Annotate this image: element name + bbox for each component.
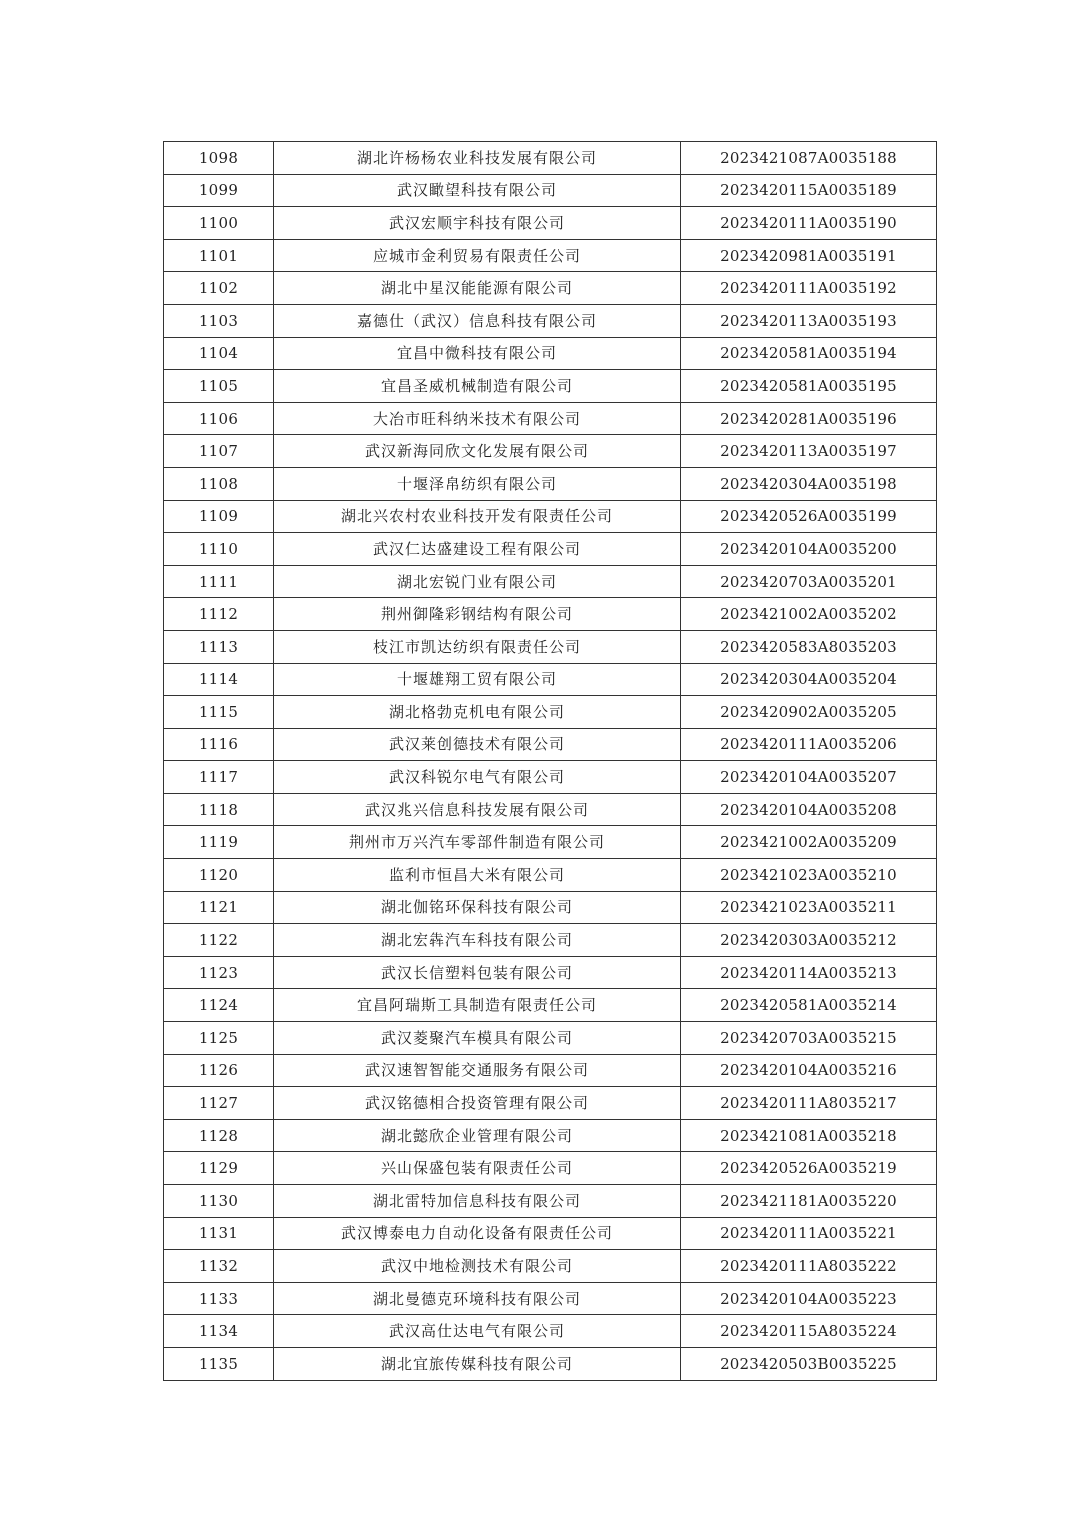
row-number: 1130: [164, 1185, 274, 1218]
table-row: [164, 728, 937, 761]
table-row: [164, 370, 937, 403]
table-row: [164, 761, 937, 794]
registration-code: 2023420104A0035207: [681, 761, 937, 794]
company-name: 十堰泽帛纺织有限公司: [274, 467, 681, 500]
row-number: 1104: [164, 337, 274, 370]
registration-code: 2023420115A8035224: [681, 1315, 937, 1348]
row-number: 1115: [164, 696, 274, 729]
company-name: 嘉德仕（武汉）信息科技有限公司: [274, 304, 681, 337]
table-row: [164, 142, 937, 175]
registration-code: 2023420303A0035212: [681, 924, 937, 957]
row-number: 1114: [164, 663, 274, 696]
table-row: [164, 272, 937, 305]
registration-code: 2023421002A0035202: [681, 598, 937, 631]
table-row: [164, 989, 937, 1022]
company-name: 武汉速智智能交通服务有限公司: [274, 1054, 681, 1087]
table-row: [164, 1250, 937, 1283]
registration-code: 2023420703A0035201: [681, 565, 937, 598]
company-name: 湖北宏犇汽车科技有限公司: [274, 924, 681, 957]
table-row: [164, 207, 937, 240]
company-registry-table: [163, 141, 937, 1381]
row-number: 1103: [164, 304, 274, 337]
registration-code: 2023420703A0035215: [681, 1022, 937, 1055]
registration-code: 2023420104A0035200: [681, 533, 937, 566]
company-name: 武汉科锐尔电气有限公司: [274, 761, 681, 794]
registration-code: 2023420111A8035217: [681, 1087, 937, 1120]
row-number: 1113: [164, 630, 274, 663]
registration-code: 2023420113A0035193: [681, 304, 937, 337]
row-number: 1122: [164, 924, 274, 957]
row-number: 1129: [164, 1152, 274, 1185]
registration-code: 2023420104A0035208: [681, 793, 937, 826]
row-number: 1120: [164, 859, 274, 892]
table-row: [164, 1217, 937, 1250]
registration-code: 2023421002A0035209: [681, 826, 937, 859]
row-number: 1116: [164, 728, 274, 761]
row-number: 1125: [164, 1022, 274, 1055]
registration-code: 2023420981A0035191: [681, 239, 937, 272]
company-name: 武汉莱创德技术有限公司: [274, 728, 681, 761]
company-name: 武汉中地检测技术有限公司: [274, 1250, 681, 1283]
row-number: 1110: [164, 533, 274, 566]
table-row: [164, 500, 937, 533]
registration-code: 2023420113A0035197: [681, 435, 937, 468]
company-name: 湖北宜旅传媒科技有限公司: [274, 1347, 681, 1380]
company-name: 荆州御隆彩钢结构有限公司: [274, 598, 681, 631]
company-name: 武汉兆兴信息科技发展有限公司: [274, 793, 681, 826]
company-name: 湖北宏锐门业有限公司: [274, 565, 681, 598]
registration-code: 2023421181A0035220: [681, 1185, 937, 1218]
row-number: 1134: [164, 1315, 274, 1348]
table-row: [164, 630, 937, 663]
registration-code: 2023420111A8035222: [681, 1250, 937, 1283]
table-row: [164, 337, 937, 370]
company-name: 武汉新海同欣文化发展有限公司: [274, 435, 681, 468]
company-name: 应城市金利贸易有限责任公司: [274, 239, 681, 272]
table-row: [164, 696, 937, 729]
company-name: 枝江市凯达纺织有限责任公司: [274, 630, 681, 663]
company-name: 荆州市万兴汽车零部件制造有限公司: [274, 826, 681, 859]
registration-code: 2023421081A0035218: [681, 1119, 937, 1152]
row-number: 1121: [164, 891, 274, 924]
company-name: 湖北格勃克机电有限公司: [274, 696, 681, 729]
row-number: 1101: [164, 239, 274, 272]
table-row: [164, 304, 937, 337]
registration-code: 2023420104A0035223: [681, 1282, 937, 1315]
table-row: [164, 239, 937, 272]
company-name: 宜昌圣威机械制造有限公司: [274, 370, 681, 403]
table-row: [164, 1152, 937, 1185]
company-name: 宜昌阿瑞斯工具制造有限责任公司: [274, 989, 681, 1022]
registration-code: 2023420526A0035199: [681, 500, 937, 533]
row-number: 1098: [164, 142, 274, 175]
row-number: 1123: [164, 956, 274, 989]
company-name: 湖北曼德克环境科技有限公司: [274, 1282, 681, 1315]
company-name: 监利市恒昌大米有限公司: [274, 859, 681, 892]
table-row: [164, 1315, 937, 1348]
registration-code: 2023420526A0035219: [681, 1152, 937, 1185]
row-number: 1111: [164, 565, 274, 598]
registration-code: 2023420304A0035198: [681, 467, 937, 500]
registration-code: 2023420111A0035192: [681, 272, 937, 305]
registration-code: 2023420114A0035213: [681, 956, 937, 989]
row-number: 1127: [164, 1087, 274, 1120]
company-name: 武汉博泰电力自动化设备有限责任公司: [274, 1217, 681, 1250]
company-name: 湖北伽铭环保科技有限公司: [274, 891, 681, 924]
table-row: [164, 663, 937, 696]
table-row: [164, 435, 937, 468]
table-row: [164, 1119, 937, 1152]
company-name: 宜昌中微科技有限公司: [274, 337, 681, 370]
row-number: 1099: [164, 174, 274, 207]
table-row: [164, 565, 937, 598]
registration-code: 2023420902A0035205: [681, 696, 937, 729]
row-number: 1100: [164, 207, 274, 240]
registration-code: 2023420304A0035204: [681, 663, 937, 696]
row-number: 1135: [164, 1347, 274, 1380]
row-number: 1131: [164, 1217, 274, 1250]
table-row: [164, 1347, 937, 1380]
registration-code: 2023420581A0035194: [681, 337, 937, 370]
registration-code: 2023420581A0035195: [681, 370, 937, 403]
registration-code: 2023420111A0035221: [681, 1217, 937, 1250]
company-name: 湖北雷特加信息科技有限公司: [274, 1185, 681, 1218]
row-number: 1132: [164, 1250, 274, 1283]
table-row: [164, 793, 937, 826]
table-row: [164, 467, 937, 500]
registration-code: 2023420583A8035203: [681, 630, 937, 663]
row-number: 1105: [164, 370, 274, 403]
row-number: 1117: [164, 761, 274, 794]
registration-code: 2023420111A0035190: [681, 207, 937, 240]
registration-code: 2023421023A0035211: [681, 891, 937, 924]
row-number: 1106: [164, 402, 274, 435]
registration-code: 2023420104A0035216: [681, 1054, 937, 1087]
company-name: 十堰雄翔工贸有限公司: [274, 663, 681, 696]
company-name: 武汉菱聚汽车模具有限公司: [274, 1022, 681, 1055]
table-row: [164, 598, 937, 631]
registration-code: 2023421023A0035210: [681, 859, 937, 892]
registration-code: 2023420115A0035189: [681, 174, 937, 207]
registration-code: 2023420111A0035206: [681, 728, 937, 761]
row-number: 1124: [164, 989, 274, 1022]
row-number: 1102: [164, 272, 274, 305]
row-number: 1119: [164, 826, 274, 859]
table-row: [164, 924, 937, 957]
company-name: 武汉瞰望科技有限公司: [274, 174, 681, 207]
company-name: 武汉宏顺宇科技有限公司: [274, 207, 681, 240]
table-row: [164, 1087, 937, 1120]
company-name: 湖北兴农村农业科技开发有限责任公司: [274, 500, 681, 533]
table-row: [164, 891, 937, 924]
table-row: [164, 1054, 937, 1087]
table-row: [164, 826, 937, 859]
table-row: [164, 1022, 937, 1055]
row-number: 1112: [164, 598, 274, 631]
row-number: 1109: [164, 500, 274, 533]
company-name: 武汉仁达盛建设工程有限公司: [274, 533, 681, 566]
registration-code: 2023420581A0035214: [681, 989, 937, 1022]
company-name: 大冶市旺科纳米技术有限公司: [274, 402, 681, 435]
registration-code: 2023421087A0035188: [681, 142, 937, 175]
company-name: 湖北许杨杨农业科技发展有限公司: [274, 142, 681, 175]
table-row: [164, 533, 937, 566]
company-name: 武汉高仕达电气有限公司: [274, 1315, 681, 1348]
table-row: [164, 859, 937, 892]
row-number: 1108: [164, 467, 274, 500]
registration-code: 2023420503B0035225: [681, 1347, 937, 1380]
table-body: [164, 142, 937, 1381]
company-name: 兴山保盛包装有限责任公司: [274, 1152, 681, 1185]
table-row: [164, 1185, 937, 1218]
table-row: [164, 402, 937, 435]
row-number: 1128: [164, 1119, 274, 1152]
row-number: 1133: [164, 1282, 274, 1315]
company-name: 武汉长信塑料包装有限公司: [274, 956, 681, 989]
row-number: 1126: [164, 1054, 274, 1087]
table-row: [164, 956, 937, 989]
company-name: 武汉铭德相合投资管理有限公司: [274, 1087, 681, 1120]
company-name: 湖北懿欣企业管理有限公司: [274, 1119, 681, 1152]
table-row: [164, 1282, 937, 1315]
table-row: [164, 174, 937, 207]
row-number: 1118: [164, 793, 274, 826]
row-number: 1107: [164, 435, 274, 468]
company-name: 湖北中星汉能能源有限公司: [274, 272, 681, 305]
registration-code: 2023420281A0035196: [681, 402, 937, 435]
